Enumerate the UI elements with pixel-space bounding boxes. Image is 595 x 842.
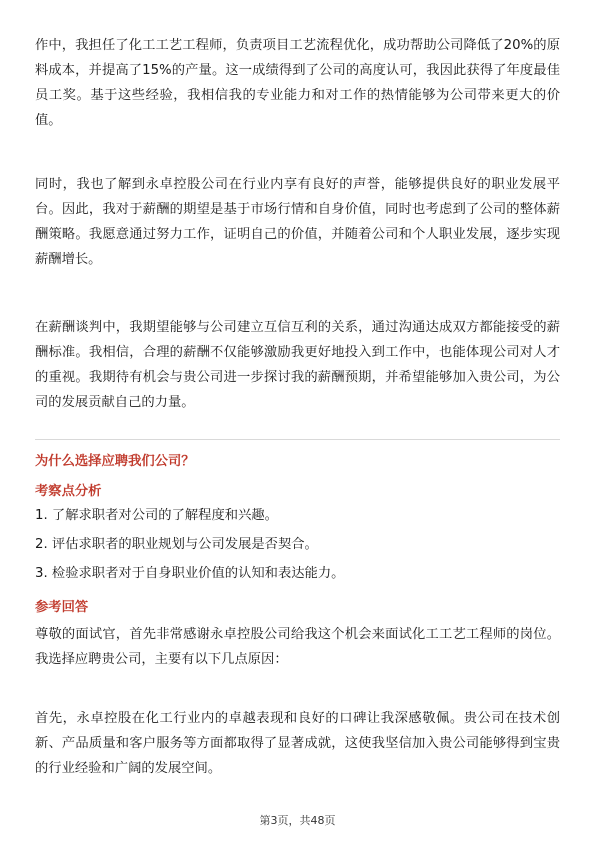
list-item: 1. 了解求职者对公司的了解程度和兴趣。 (35, 508, 278, 523)
document-page (35, 0, 560, 842)
section-divider (35, 439, 560, 440)
list-item: 2. 评估求职者的职业规划与公司发展是否契合。 (35, 537, 318, 552)
paragraph-company-reputation: 同时，我也了解到永卓控股公司在行业内享有良好的声誉，能够提供良好的职业发展平台。因此，我对于薪酬的期望是基于市场行情和自身价值，同时也考虑到了公司的整体薪酬策略。我愿意通过努力工作，证明自己的价值，并随着公司和个人职业发展，逐步实现薪酬增长。 (35, 177, 560, 267)
analysis-list (35, 503, 344, 590)
question-heading: 为什么选择应聘我们公司？ (35, 454, 195, 469)
page-number: 第3页，共48页 (259, 814, 336, 827)
answer-title: 参考回答 (35, 600, 89, 615)
list-item: 3. 检验求职者对于自身职业价值的认知和表达能力。 (35, 566, 345, 581)
answer-intro: 尊敬的面试官，首先非常感谢永卓控股公司给我这个机会来面试化工工艺工程师的岗位。我选择应聘贵公司，主要有以下几点原因： (35, 627, 560, 667)
paragraph-experience: 作中，我担任了化工工艺工程师，负责项目工艺流程优化，成功帮助公司降低了20%的原料成本，并提高了15%的产量。这一成绩得到了公司的高度认可，我因此获得了年度最佳员工奖。基于这些经验，我相信我的专业能力和对工作的热情能够为公司带来更大的价值。 (35, 38, 560, 128)
analysis-title: 考察点分析 (35, 484, 102, 499)
answer-first-reason: 首先，永卓控股在化工行业内的卓越表现和良好的口碑让我深感敬佩。贵公司在技术创新、产品质量和客户服务等方面都取得了显著成就，这使我坚信加入贵公司能够得到宝贵的行业经验和广阔的发展空间。 (35, 711, 560, 776)
paragraph-salary-negotiation: 在薪酬谈判中，我期望能够与公司建立互信互利的关系，通过沟通达成双方都能接受的薪酬标准。我相信，合理的薪酬不仅能够激励我更好地投入到工作中，也能体现公司对人才的重视。我期待有机会与贵公司进一步探讨我的薪酬预期，并希望能够加入贵公司，为公司的发展贡献自己的力量。 (35, 320, 560, 410)
